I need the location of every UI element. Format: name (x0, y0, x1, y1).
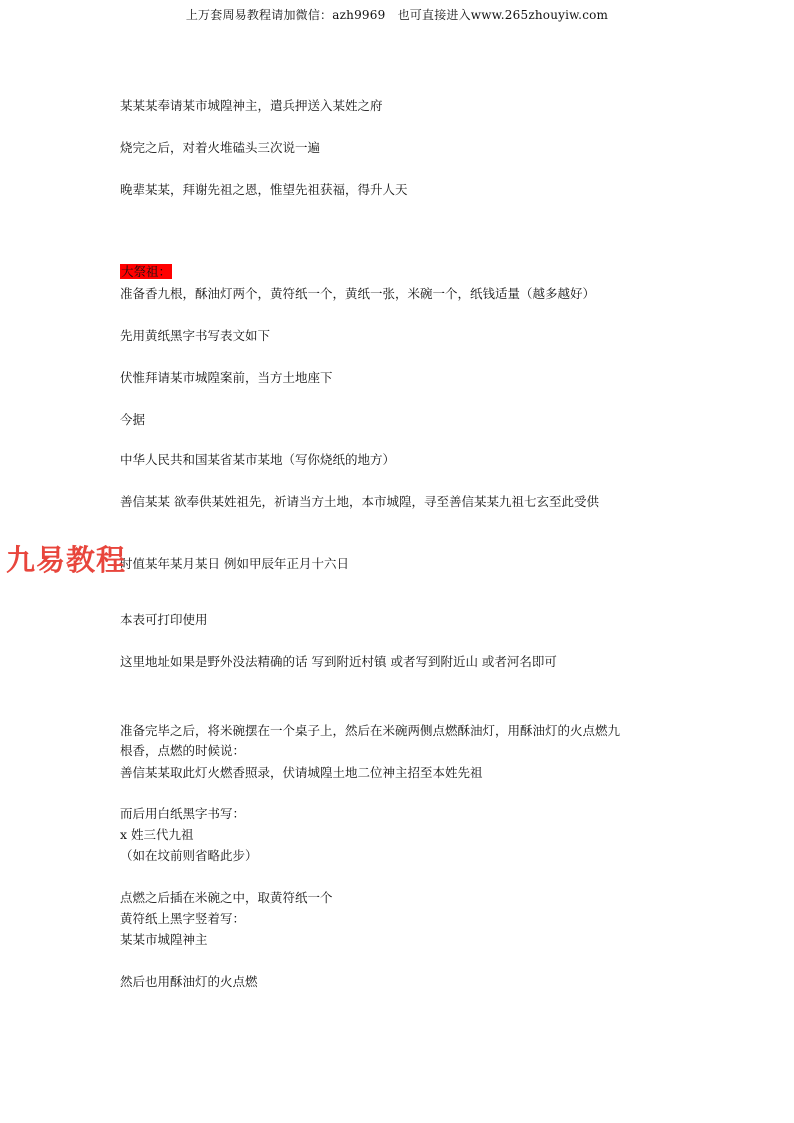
paragraph-14b: 根香，点燃的时候说： (120, 743, 246, 758)
paragraph-9: 中华人民共和国某省某市某地（写你烧纸的地方） (120, 452, 396, 467)
paragraph-2: 烧完之后，对着火堆磕头三次说一遍 (120, 140, 321, 155)
paragraph-10: 善信某某 欲奉供某姓祖先，祈请当方土地，本市城隍，寻至善信某某九祖七玄至此受供 (120, 494, 599, 509)
paragraph-7: 伏惟拜请某市城隍案前，当方土地座下 (120, 370, 333, 385)
paragraph-11: 时值某年某月某日 例如甲辰年正月十六日 (120, 556, 349, 571)
paragraph-6: 先用黄纸黑字书写表文如下 (120, 328, 271, 343)
paragraph-20: 黄符纸上黑字竖着写： (120, 911, 246, 926)
paragraph-15: 善信某某取此灯火燃香照录，伏请城隍土地二位神主招至本姓先祖 (120, 765, 483, 780)
paragraph-12: 本表可打印使用 (120, 612, 208, 627)
highlighted-heading: 大祭祖： (121, 264, 172, 279)
paragraph-14a: 准备完毕之后，将米碗摆在一个桌子上，然后在米碗两侧点燃酥油灯，用酥油灯的火点燃九 (120, 723, 621, 738)
paragraph-18: （如在坟前则省略此步） (120, 848, 258, 863)
paragraph-19: 点燃之后插在米碗之中，取黄符纸一个 (120, 890, 333, 905)
paragraph-21: 某某市城隍神主 (120, 932, 208, 947)
paragraph-22: 然后也用酥油灯的火点燃 (120, 974, 258, 989)
paragraph-17: x 姓三代九祖 (120, 827, 194, 842)
page-header-ad: 上万套周易教程请加微信：azh9969 也可直接进入www.265zhouyiw.com (185, 8, 609, 22)
paragraph-3: 晚辈某某，拜谢先祖之恩，惟望先祖获福，得升人天 (120, 182, 408, 197)
watermark-logo: 九易教程 (6, 543, 127, 577)
paragraph-8: 今据 (120, 412, 146, 427)
paragraph-materials: 准备香九根，酥油灯两个，黄符纸一个，黄纸一张，米碗一个，纸钱适量（越多越好） (120, 286, 596, 301)
paragraph-16: 而后用白纸黑字书写： (120, 806, 246, 821)
paragraph-1: 某某某奉请某市城隍神主，遣兵押送入某姓之府 (120, 98, 383, 113)
paragraph-13: 这里地址如果是野外没法精确的话 写到附近村镇 或者写到附近山 或者河名即可 (120, 654, 557, 669)
section-heading-ancestor-worship (120, 264, 172, 280)
